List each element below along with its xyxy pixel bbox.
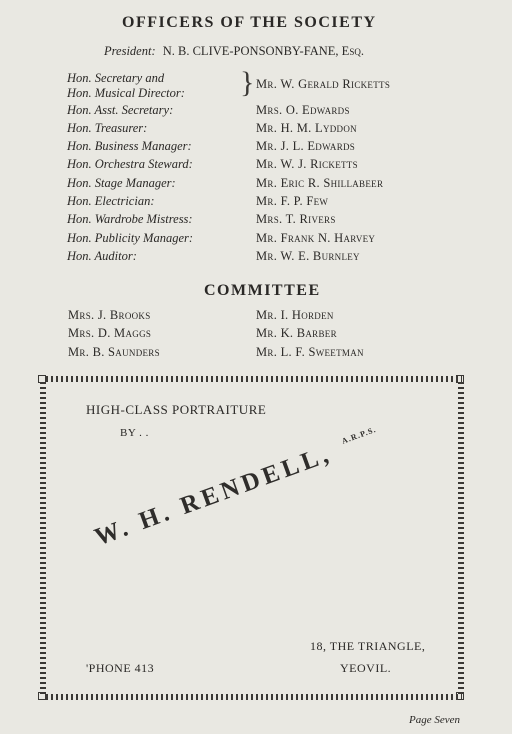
- advert-by: BY . .: [120, 427, 149, 439]
- officer-name: Mr. W. E. Burnley: [256, 249, 360, 263]
- photographer-qualification: A.R.P.S.: [340, 424, 378, 446]
- border-right: [458, 382, 464, 694]
- officer-role: Hon. Auditor:: [67, 249, 137, 263]
- president-value: N. B. CLIVE-PONSONBY-FANE, Esq.: [162, 44, 364, 58]
- officer-role: Hon. Wardrobe Mistress:: [67, 212, 193, 226]
- officer-name: Mr. W. J. Ricketts: [256, 157, 358, 171]
- committee-member: Mrs. J. Brooks: [68, 308, 151, 322]
- page-title: OFFICERS OF THE SOCIETY: [122, 14, 377, 31]
- corner-ornament-icon: [456, 375, 464, 383]
- officer-role: Hon. Electrician:: [67, 194, 155, 208]
- border-bottom: [46, 694, 462, 700]
- committee-member: Mrs. D. Maggs: [68, 326, 152, 340]
- officer-name: Mrs. O. Edwards: [256, 103, 350, 117]
- officer-role: Hon. Musical Director:: [67, 86, 185, 100]
- advert-address-street: 18, THE TRIANGLE,: [310, 639, 426, 653]
- president-label: President:: [104, 44, 156, 58]
- officer-role: Hon. Publicity Manager:: [67, 231, 194, 245]
- officer-role: Hon. Orchestra Steward:: [67, 157, 193, 171]
- officer-name: Mr. J. L. Edwards: [256, 139, 356, 153]
- committee-member: Mr. K. Barber: [256, 326, 337, 340]
- advert-headline: HIGH-CLASS PORTRAITURE: [86, 402, 267, 417]
- officer-role: Hon. Asst. Secretary:: [67, 103, 174, 117]
- officer-name: Mrs. T. Rivers: [256, 212, 336, 226]
- corner-ornament-icon: [38, 692, 46, 700]
- officer-role: Hon. Treasurer:: [67, 121, 148, 135]
- advert-phone: 'PHONE 413: [86, 661, 155, 675]
- border-left: [40, 382, 46, 694]
- officer-name: Mr. H. M. Lyddon: [256, 121, 357, 135]
- page-number: Page Seven: [409, 714, 460, 726]
- officer-role: Hon. Secretary and: [67, 71, 165, 85]
- committee-member: Mr. I. Horden: [256, 308, 334, 322]
- officer-role: Hon. Business Manager:: [67, 139, 192, 153]
- officer-name: Mr. W. Gerald Ricketts: [256, 77, 391, 91]
- committee-member: Mr. L. F. Sweetman: [256, 345, 364, 359]
- committee-title: COMMITTEE: [204, 282, 321, 299]
- officer-name: Mr. F. P. Few: [256, 194, 329, 208]
- officer-role: Hon. Stage Manager:: [67, 176, 176, 190]
- advert-address-town: YEOVIL.: [340, 661, 392, 675]
- photographer-name: W. H. RENDELL,: [91, 440, 336, 552]
- officer-name: Mr. Frank N. Harvey: [256, 231, 376, 245]
- corner-ornament-icon: [456, 692, 464, 700]
- committee-member: Mr. B. Saunders: [68, 345, 160, 359]
- advert-photographer: [91, 423, 383, 552]
- president-line: [104, 44, 364, 59]
- officer-name: Mr. Eric R. Shillabeer: [256, 176, 384, 190]
- border-top: [46, 376, 462, 382]
- brace-icon: }: [240, 66, 255, 99]
- corner-ornament-icon: [38, 375, 46, 383]
